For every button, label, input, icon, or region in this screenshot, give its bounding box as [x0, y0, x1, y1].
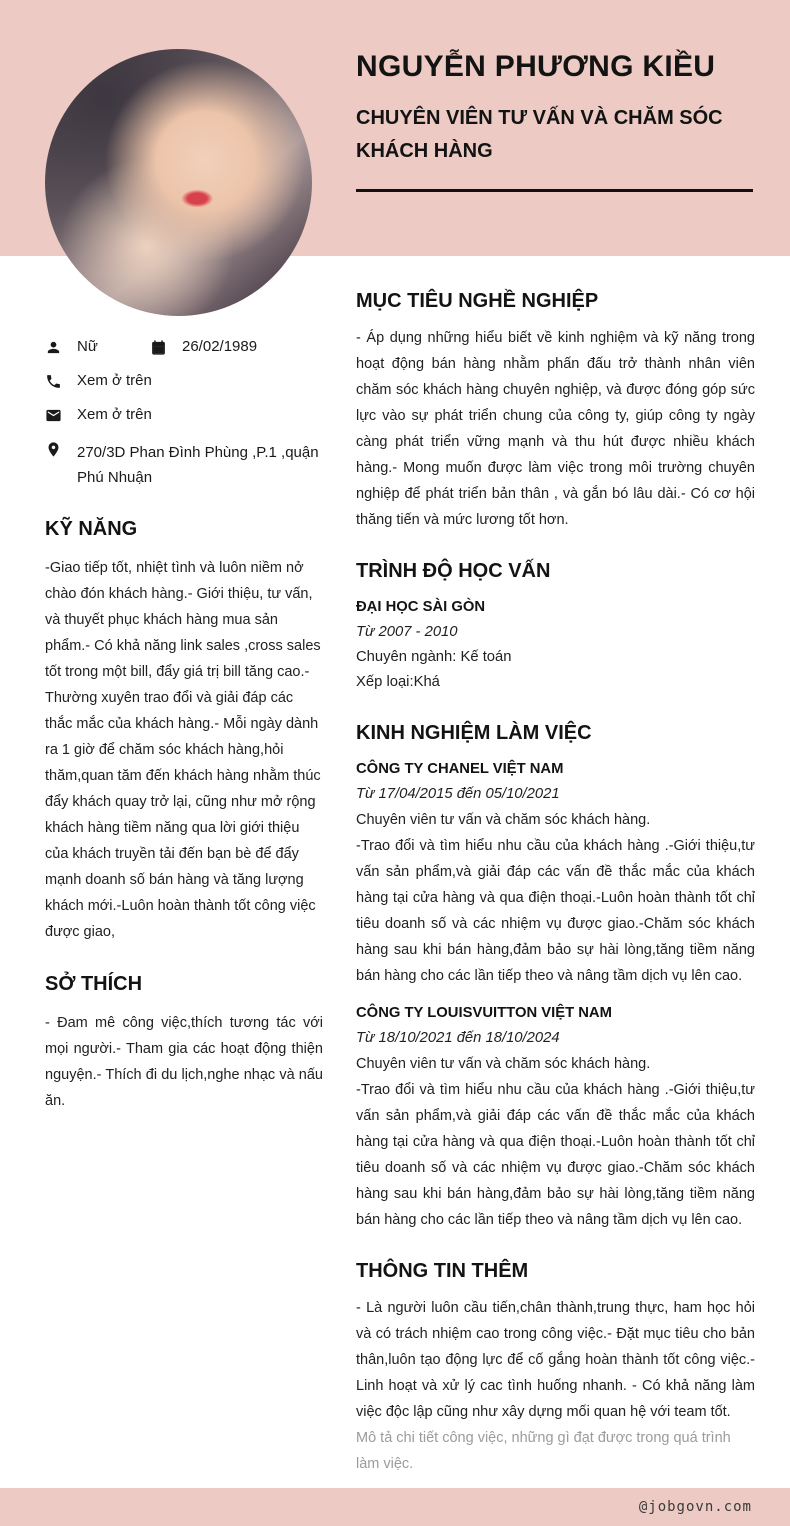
objective-heading: MỤC TIÊU NGHỀ NGHIỆP	[356, 290, 599, 312]
education-section	[356, 560, 755, 695]
objective-section	[356, 290, 755, 533]
additional-body: - Là người luôn cầu tiến,chân thành,trung thực, ham học hỏi và có trách nhiệm cao trong công việc.- Đặt mục tiêu cho bản thân,luôn tạo động lực để cố gắng hoàn thành tốt công việc.- Linh hoạt và xử lý cac tình huống nhanh. - Có khả năng làm việc độc lập cũng như xây dựng mối quan hệ với team tốt.	[356, 1300, 755, 1420]
education-school: ĐẠI HỌC SÀI GÒN	[356, 599, 486, 615]
contact-row-phone	[45, 372, 323, 390]
header-text	[356, 50, 756, 192]
experience-section	[356, 722, 755, 1233]
job-description: -Trao đổi và tìm hiểu nhu cầu của khách hàng .-Giới thiệu,tư vấn sản phẩm,và giải đáp các vấn đề thắc mắc của khách hàng tại cửa hàng và qua điện thoại.-Luôn hoàn thành tốt chỉ tiêu doanh số và các nhiệm vụ được giao.-Chăm sóc khách hàng sau khi bán hàng,đảm bảo sự hài lòng,tăng tiềm năng bán hàng cho các lần tiếp theo và nâng tầm dịch vụ lên cao.	[356, 1082, 755, 1228]
email-value: Xem ở trên	[77, 406, 152, 423]
additional-heading: THÔNG TIN THÊM	[356, 1260, 529, 1282]
header-divider	[356, 189, 753, 192]
job-company: CÔNG TY LOUISVUITTON VIỆT NAM	[356, 1005, 612, 1021]
additional-placeholder: Mô tả chi tiết công việc, những gì đạt được trong quá trình làm việc.	[356, 1430, 731, 1472]
address-value: 270/3D Phan Đình Phùng ,P.1 ,quận Phú Nhuận	[77, 444, 319, 486]
profile-photo	[45, 49, 312, 316]
experience-job-2	[356, 1001, 755, 1233]
location-icon	[45, 441, 62, 458]
contact-row-email	[45, 406, 323, 424]
hobbies-body: - Đam mê công việc,thích tương tác với mọi người.- Tham gia các hoạt động thiện nguyện.- Thích đi du lịch,nghe nhạc và nấu ăn.	[45, 1015, 323, 1109]
phone-icon	[45, 373, 62, 390]
contact-row-gender-dob	[45, 338, 323, 356]
job-role: Chuyên viên tư vấn và chăm sóc khách hàng.	[356, 1056, 651, 1072]
job-company: CÔNG TY CHANEL VIỆT NAM	[356, 761, 564, 777]
experience-job-1	[356, 757, 755, 989]
skills-heading: KỸ NĂNG	[45, 518, 138, 540]
education-grade: Xếp loại:Khá	[356, 674, 440, 690]
job-period: Từ 17/04/2015 đến 05/10/2021	[356, 786, 560, 802]
right-column	[356, 290, 755, 1504]
education-major: Chuyên ngành: Kế toán	[356, 649, 512, 665]
gender-value: Nữ	[77, 338, 98, 355]
hobbies-heading: SỞ THÍCH	[45, 973, 143, 995]
gender-pair	[45, 338, 150, 356]
phone-value: Xem ở trên	[77, 372, 152, 389]
candidate-name: NGUYỄN PHƯƠNG KIỀU	[356, 50, 716, 83]
footer-brand: @jobgovn.com	[638, 1499, 752, 1515]
job-role: Chuyên viên tư vấn và chăm sóc khách hàng.	[356, 812, 651, 828]
job-description: -Trao đổi và tìm hiểu nhu cầu của khách hàng .-Giới thiệu,tư vấn sản phẩm,và giải đáp các vấn đề thắc mắc của khách hàng tại cửa hàng và qua điện thoại.-Luôn hoàn thành tốt chỉ tiêu doanh số và các nhiệm vụ được giao.-Chăm sóc khách hàng sau khi bán hàng,đảm bảo sự hài lòng,tăng tiềm năng bán hàng cho các lần tiếp theo và nâng tầm dịch vụ lên cao.	[356, 838, 755, 984]
education-heading: TRÌNH ĐỘ HỌC VẤN	[356, 560, 551, 582]
dob-value: 26/02/1989	[182, 338, 258, 355]
email-icon	[45, 407, 62, 424]
contact-row-address	[45, 440, 323, 490]
job-period: Từ 18/10/2021 đến 18/10/2024	[356, 1030, 560, 1046]
person-icon	[45, 339, 62, 356]
footer-band	[0, 1488, 790, 1526]
additional-info-section	[356, 1260, 755, 1477]
job-title: CHUYÊN VIÊN TƯ VẤN VÀ CHĂM SÓC KHÁCH HÀNG	[356, 107, 723, 162]
experience-heading: KINH NGHIỆM LÀM VIỆC	[356, 722, 592, 744]
skills-body: -Giao tiếp tốt, nhiệt tình và luôn niềm nở chào đón khách hàng.- Giới thiệu, tư vấn, và thuyết phục khách hàng mua sản phẩm.- Có khả năng link sales ,cross sales tốt trong một bill, đẩy giá trị bill tăng cao.- Thường xuyên trao đổi và giải đáp các thắc mắc của khách hàng.- Mỗi ngày dành ra 1 giờ để chăm sóc khách hàng,hỏi thăm,quan tăm đến khách hàng nhằm thúc đẩy khách quay trở lại, cũng như mở rộng khách hàng tiềm năng qua lời giới thiệu của khách truyền tải đến bạn bè để đẩy mạnh doanh số bán hàng và tăng lượng khách mới.-Luôn hoàn thành tốt công việc được giao,	[45, 560, 321, 940]
calendar-icon	[150, 339, 167, 356]
left-column	[45, 338, 323, 1114]
objective-body: - Áp dụng những hiểu biết về kinh nghiệm và kỹ năng trong hoạt động bán hàng nhằm phấn đấu trở thành nhân viên chăm sóc khách hàng chuyên nghiệp, và được đóng góp sức lực vào sự phát triển chung của công ty, giúp công ty ngày càng phát triển vững mạnh và thu hút được nhiều khách hàng.- Mong muốn được làm việc trong môi trường chuyên nghiệp để phát triển bản thân , và gắn bó lâu dài.- Có cơ hội thăng tiến và mức lương tốt hơn.	[356, 330, 755, 528]
education-period: Từ 2007 - 2010	[356, 624, 458, 640]
dob-pair	[150, 338, 257, 356]
